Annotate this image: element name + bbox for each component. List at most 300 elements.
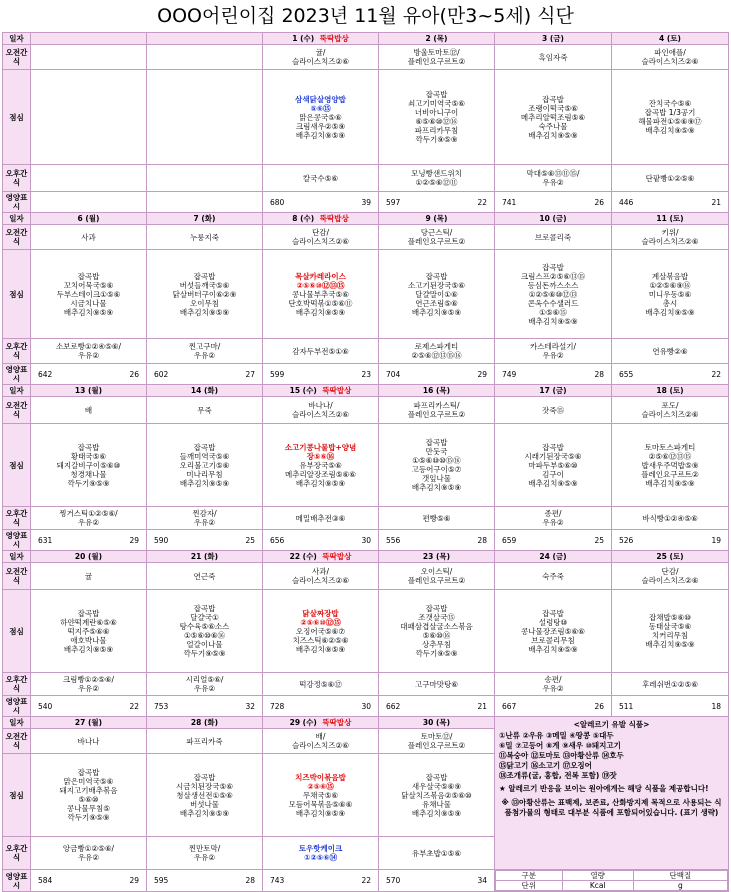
row-label-lunch: 점심 (3, 754, 31, 837)
snack-am-cell (379, 225, 495, 250)
snack-pm-cell (379, 507, 495, 530)
date-row (3, 551, 729, 563)
snack-pm-cell (263, 507, 379, 530)
menu-item: 잡곡밥 (425, 604, 448, 613)
nutrition-cell (495, 530, 612, 551)
menu-item: 슬라이스치즈②⑥ (292, 741, 349, 750)
menu-item: 앙금빵①②⑤⑥/ (62, 844, 115, 853)
menu-item: 달걀국① (190, 613, 219, 622)
nutrition-values (264, 370, 377, 379)
menu-item: 연유빵②⑥ (652, 346, 688, 356)
menu-item: 당근스틱/ (420, 228, 453, 237)
nutrition-cell (147, 870, 263, 892)
kcal-value: 511 (619, 701, 634, 711)
snack-pm-cell (612, 673, 729, 696)
menu-item: 시리얼⑤⑥/ (185, 675, 224, 684)
menu-item: 달걀말이①⑥ (415, 289, 458, 299)
menu-item: 등심돈까스소스 (527, 280, 579, 290)
menu-item: 잡곡밥 (425, 772, 448, 782)
snack-am-cell (612, 225, 729, 250)
protein-value: 26 (129, 369, 139, 379)
snack-am-cell (612, 397, 729, 424)
nutrition-values (148, 702, 261, 711)
menu-item: 귤 (84, 571, 93, 581)
date-cell (147, 213, 263, 225)
menu-item: 잡곡밥 (77, 608, 100, 618)
day-date: 28 (화) (190, 718, 219, 727)
nutrition-cell (263, 696, 379, 717)
snack-pm-cell (147, 507, 263, 530)
menu-item: 잡곡밥 (77, 442, 100, 452)
protein-value: 29 (129, 876, 139, 885)
menu-item: 배추김치⑨⑤⑨ (63, 644, 114, 654)
menu-item: 숙주나물 (538, 121, 568, 131)
special-menu-item: 삼색닭살영양밥 (295, 94, 346, 104)
snack-pm-cell (263, 165, 379, 192)
menu-item: 우유② (542, 684, 564, 693)
special-menu-item: 치즈박이볶음밥 (295, 772, 346, 782)
day-date: 1 (수) (292, 34, 315, 43)
kcal-value: 662 (386, 701, 401, 711)
row-label-lunch: 점심 (3, 70, 31, 165)
day-date: 16 (목) (422, 386, 451, 395)
nutrition-cell (612, 696, 729, 717)
row-label-am: 오전간식 (3, 563, 31, 590)
menu-item: 파인애플/ (654, 48, 686, 57)
pm-row (3, 507, 729, 530)
nutrition-cell (612, 192, 729, 213)
nutrition-values (264, 876, 377, 885)
date-cell (263, 717, 379, 729)
menu-item: 잡곡밥 (77, 271, 100, 281)
protein-value: 25 (245, 535, 255, 545)
kcal-value: 590 (154, 535, 169, 545)
menu-item: 대패삼겹살굴소스볶음 (400, 622, 473, 631)
snack-am-cell (147, 729, 263, 754)
menu-item: 숙주죽 (542, 571, 564, 581)
menu-item: 배추김치⑨⑤⑨ (295, 130, 346, 140)
date-cell (31, 385, 147, 397)
lunch-cell (147, 754, 263, 837)
menu-item: 조랭이떡국⑤⑥ (528, 103, 578, 113)
snack-am-cell (147, 563, 263, 590)
menu-item: 배/ (315, 732, 326, 741)
menu-item: 단호박떡볶①⑤⑥⑪ (288, 298, 353, 308)
nutrition-values (148, 536, 261, 545)
nutrition-row (3, 192, 729, 213)
menu-item: 배추김치⑨⑤⑨ (411, 307, 462, 317)
nutrition-values (613, 702, 727, 711)
nutrition-values (380, 702, 493, 711)
menu-item: 청살생선전①⑤⑥ (176, 790, 233, 800)
lunch-cell (147, 250, 263, 339)
menu-item: 유부초밥①⑤⑥ (411, 848, 462, 858)
menu-item: 떡강정⑤⑥⑫ (299, 679, 342, 689)
kcal-value: 602 (154, 369, 169, 379)
allergy-note-sulfite: ※ ⑬아황산류는 표백제, 보존료, 산화방지제 목적으로 사용되는 식품첨가물의 형태로 대부분 식품에 포함되어있습니다. (표기 생략) (501, 798, 722, 817)
menu-item: 배추김치⑨⑤⑨ (411, 483, 462, 492)
nutrition-cell (147, 696, 263, 717)
legend-units-cell: Kcal (562, 881, 633, 891)
nutrition-values (496, 702, 610, 711)
day-date: 30 (목) (422, 718, 451, 727)
menu-item: 우유② (77, 518, 100, 527)
kcal-value: 599 (270, 369, 285, 379)
menu-item: 브로콜리무침 (531, 635, 575, 645)
snack-am-cell (263, 563, 379, 590)
protein-value: 19 (711, 535, 721, 545)
menu-item: ①②⑤⑥⑫⑪ (415, 178, 458, 187)
menu-item: 배추김치⑨⑤⑨ (179, 808, 230, 818)
protein-value: 22 (711, 369, 721, 379)
row-label-am: 오전간식 (3, 729, 31, 754)
date-row (3, 385, 729, 397)
menu-item: 메추리알장조림⑤⑥⑥ (285, 469, 356, 479)
protein-value: 28 (245, 876, 255, 885)
menu-item: 잡곡밥 (193, 271, 216, 281)
menu-item: 너비아니구이 (414, 108, 459, 117)
nutrition-cell (263, 530, 379, 551)
day-date: 23 (목) (422, 552, 451, 561)
allergy-note: ★ 알레르기 반응을 보이는 원아에게는 해당 식품을 제공합니다! (499, 784, 709, 793)
menu-item: 모듬어묵볶음⑤⑥⑥ (288, 799, 353, 809)
date-row (3, 213, 729, 225)
menu-item: 바나나/ (308, 401, 333, 410)
menu-item: 갯잎나물 (422, 474, 451, 483)
protein-value: 28 (594, 369, 604, 379)
menu-item: 우유② (77, 351, 100, 360)
menu-item: ⑥⑤⑥⑩⑫⑯ (415, 117, 458, 126)
day-date: 7 (화) (193, 214, 216, 223)
menu-item: 배추김치⑨⑤⑨ (528, 478, 578, 488)
row-label-nutrition: 영양표시 (3, 364, 31, 385)
kcal-value: 446 (619, 197, 634, 207)
menu-item: 오이무침 (190, 298, 219, 308)
menu-item: 잡곡밥 (425, 438, 448, 447)
nutrition-cell (263, 192, 379, 213)
menu-item: 마파두부⑤⑥⑩ (528, 460, 578, 470)
menu-item: 슬라이스치즈②⑥ (641, 410, 699, 419)
date-cell (263, 33, 379, 45)
menu-item: 브로콜리죽 (534, 232, 572, 242)
protein-value: 22 (361, 876, 371, 885)
lunch-cell (612, 590, 729, 673)
menu-item: 메추리알떡조림⑤⑥ (520, 112, 586, 122)
menu-item: 하얀떡계란⑥⑤⑥ (60, 617, 117, 627)
kcal-value: 741 (502, 197, 517, 207)
row-label-lunch: 점심 (3, 590, 31, 673)
menu-item: 배추김치⑨⑤⑨ (295, 307, 346, 317)
snack-pm-cell (31, 339, 147, 364)
menu-item: 배추김치⑨⑤⑨ (528, 130, 578, 140)
snack-pm-cell (379, 837, 495, 870)
lunch-row (3, 70, 729, 165)
snack-pm-cell (495, 339, 612, 364)
row-label-pm: 오후간식 (3, 339, 31, 364)
nutrition-cell (379, 870, 495, 892)
menu-item: 포도/ (661, 401, 679, 410)
menu-item: 잡곡밥 1/3공기 (644, 108, 696, 117)
menu-item: 닭살치즈볶음②⑤⑥⑩ (401, 790, 472, 800)
menu-item: 고등어구이⑤⑦ (411, 465, 462, 474)
date-cell (147, 33, 263, 45)
snack-am-cell (495, 45, 612, 70)
day-date: 9 (목) (425, 214, 448, 223)
date-cell (263, 385, 379, 397)
menu-item: 우유② (542, 518, 564, 527)
menu-item: 잡채밥⑤⑥⑩ (649, 613, 691, 622)
lunch-cell (147, 70, 263, 165)
lunch-cell (31, 590, 147, 673)
special-day-tag: 뚝딱밥상 (319, 552, 352, 561)
date-cell (379, 33, 495, 45)
menu-item: ①⑤⑥⑮ (539, 307, 567, 317)
protein-value: 34 (477, 876, 487, 885)
special-day-tag: 뚝딱밥상 (317, 34, 349, 43)
protein-value: 29 (129, 535, 139, 545)
menu-item: ①②⑤⑥⑨⑯ (649, 280, 691, 290)
special-snack-item: 토우핫케이크 (298, 844, 343, 853)
menu-item: 감자두부전⑤①⑥ (292, 346, 349, 356)
nutrition-values (613, 198, 727, 207)
lunch-cell (263, 424, 379, 507)
nutrition-cell (379, 192, 495, 213)
am-row (3, 397, 729, 424)
menu-item: 잡곡밥 (542, 94, 564, 104)
menu-item: 치커리무침 (651, 631, 689, 640)
kcal-value: 728 (270, 701, 285, 711)
menu-item: 배추김치⑨⑤⑨ (645, 478, 695, 488)
menu-item: 맑은콩국⑤⑥ (299, 112, 342, 122)
menu-item: 플레인요구르트② (407, 576, 466, 585)
special-menu-item: 장⑤⑥⑯ (306, 451, 335, 461)
day-date: 11 (토) (656, 214, 684, 223)
menu-item: 새우살국⑤⑥⑨ (411, 781, 462, 791)
snack-am-cell (495, 563, 612, 590)
legend-units-cell: g (633, 881, 727, 891)
menu-item: 쇠고기미역국⑤⑥ (408, 99, 465, 108)
nutrition-values (148, 876, 261, 885)
menu-item: 슬라이스치즈②⑥ (292, 57, 349, 66)
snack-am-cell (495, 397, 612, 424)
lunch-cell (379, 424, 495, 507)
snack-pm-cell (379, 165, 495, 192)
menu-item: 배추김치⑨⑤⑨ (645, 126, 695, 135)
menu-item: 애호박나물 (70, 635, 107, 645)
protein-value: 27 (245, 369, 255, 379)
kcal-value: 570 (386, 876, 401, 885)
allergy-line: ①난류 ②우유 ③메밀 ④땅콩 ⑤대두 (499, 731, 614, 740)
menu-item: 치즈스틱⑥②⑤⑥ (292, 635, 349, 645)
nutrition-cell (612, 364, 729, 385)
menu-item: 잡곡밥 (425, 90, 448, 99)
menu-item: 들깨미역국⑤⑥ (179, 451, 230, 461)
menu-item: 버섯나물 (190, 799, 219, 809)
snack-pm-cell (31, 837, 147, 870)
special-menu-item: 소고기콩나물밥+양념 (284, 442, 357, 452)
special-menu-item: ②⑤⑥⑮ (307, 781, 334, 791)
date-cell (31, 551, 147, 563)
special-menu-item: ⑤⑥⑮ (310, 103, 331, 113)
snack-pm-cell (147, 339, 263, 364)
snack-am-cell (31, 397, 147, 424)
lunch-cell (31, 250, 147, 339)
day-date: 22 (수) (289, 552, 317, 561)
day-date: 25 (토) (656, 552, 684, 561)
row-label-pm: 오후간식 (3, 673, 31, 696)
nutrition-values (32, 876, 145, 885)
menu-item: 찐만토막/ (188, 844, 221, 853)
menu-item: 토마토⑫/ (420, 732, 453, 741)
snack-am-cell (31, 729, 147, 754)
menu-item: 우유② (193, 351, 216, 360)
menu-item: 연근조림⑤⑥ (415, 298, 458, 308)
nutrition-cell (263, 870, 379, 892)
lunch-cell (379, 590, 495, 673)
menu-item: 깍두기⑨⑤⑨ (67, 478, 110, 488)
menu-item: 소보로빵①②④⑤⑥/ (55, 342, 122, 351)
menu-item: 꼬치어묵국⑤⑥ (63, 280, 114, 290)
protein-value: 30 (361, 535, 371, 545)
menu-item: 단감/ (311, 228, 330, 237)
kcal-value: 642 (38, 369, 53, 379)
menu-item: 설렁탕⑩ (538, 617, 568, 627)
special-day-tag: 뚝딱밥상 (319, 718, 352, 727)
lunch-cell (379, 754, 495, 837)
menu-item: 콩나물부추국⑤⑥ (292, 289, 349, 299)
nutrition-values (380, 198, 493, 207)
snack-pm-cell (31, 673, 147, 696)
day-date: 2 (목) (425, 34, 448, 43)
menu-item: 메밀배추전③⑥ (295, 513, 346, 523)
nutrition-values (496, 536, 610, 545)
day-date: 13 (월) (74, 386, 103, 395)
menu-item: 잡곡밥 (542, 608, 564, 618)
row-label-nutrition: 영양표시 (3, 696, 31, 717)
day-date: 21 (화) (190, 552, 219, 561)
menu-item: 슬라이스치즈②⑥ (292, 237, 349, 246)
snack-pm-cell (263, 837, 379, 870)
nutrition-cell (379, 530, 495, 551)
menu-item: 배추김치⑨⑤⑨ (528, 316, 578, 326)
protein-value: 29 (477, 369, 487, 379)
special-day-tag: 뚝딱밥상 (319, 386, 352, 395)
kcal-value: 753 (154, 701, 169, 711)
menu-item: 찐고구마/ (188, 342, 221, 351)
menu-item: ⑤⑥⑩ (78, 795, 99, 804)
snack-am-cell (147, 45, 263, 70)
nutrition-values (264, 702, 377, 711)
protein-value: 39 (361, 197, 371, 207)
row-label-pm: 오후간식 (3, 837, 31, 870)
protein-value: 23 (361, 369, 371, 379)
menu-item: 배추김치⑨⑤⑨ (295, 808, 346, 818)
snack-am-cell (379, 563, 495, 590)
lunch-cell (31, 754, 147, 837)
special-day-tag: 뚝딱밥상 (317, 214, 349, 223)
menu-item: 깍두기⑨⑤⑨ (67, 813, 110, 822)
menu-item: 파프리카무침 (414, 126, 459, 135)
menu-item: 우유② (193, 518, 216, 527)
snack-am-cell (147, 397, 263, 424)
menu-item: 시래기된장국⑤⑥ (524, 451, 582, 461)
nutrition-cell (31, 192, 147, 213)
menu-item: 버섯들깨국⑤⑥ (179, 280, 230, 290)
menu-item: 깍두기⑨⑤⑨ (415, 649, 458, 658)
date-cell (612, 551, 729, 563)
date-cell (147, 551, 263, 563)
snack-pm-cell (495, 673, 612, 696)
special-menu-item: ②⑤⑥⑩⑫⑬⑮ (296, 280, 345, 290)
protein-value: 30 (361, 701, 371, 711)
row-label-date: 일자 (3, 33, 31, 45)
menu-item: 고구마맛탕⑥ (415, 679, 458, 689)
special-menu-item: ②⑤⑥⑩⑫⑮ (300, 617, 341, 627)
nutrition-legend-table (495, 870, 728, 891)
menu-item: 닭살버터구이⑥②⑨ (172, 289, 237, 299)
lunch-cell (31, 70, 147, 165)
menu-item: 사과/ (311, 567, 330, 576)
snack-pm-cell (379, 673, 495, 696)
nutrition-row (3, 530, 729, 551)
nutrition-cell (31, 696, 147, 717)
day-date: 27 (월) (74, 718, 103, 727)
page-title: OOO어린이집 2023년 11월 유아(만3~5세) 식단 (157, 5, 574, 27)
nutrition-cell (31, 530, 147, 551)
nutrition-values (32, 702, 145, 711)
protein-value: 18 (711, 701, 721, 711)
menu-item: 콩나물무침⑤ (67, 804, 110, 813)
day-date: 17 (금) (539, 386, 567, 395)
nutrition-legend (495, 870, 729, 892)
menu-item: 오리불고기⑤⑥ (179, 460, 230, 470)
menu-item: ①②⑤⑥⑩⑫⑬ (528, 289, 578, 299)
snack-am-cell (263, 225, 379, 250)
menu-item: 청경채나물 (70, 469, 107, 479)
menu-item: 만둣국 (425, 447, 448, 456)
snack-am-cell (31, 45, 147, 70)
lunch-cell (379, 250, 495, 339)
date-cell (495, 33, 612, 45)
date-cell (379, 551, 495, 563)
row-label-am: 오전간식 (3, 225, 31, 250)
date-cell (612, 213, 729, 225)
menu-item: 오징어국⑤⑥⑦ (295, 626, 346, 636)
lunch-cell (379, 70, 495, 165)
pm-row (3, 339, 729, 364)
menu-item: 배추김치⑨⑤⑨ (179, 478, 230, 488)
kcal-value: 526 (619, 535, 634, 545)
menu-item: 조갯살국⑮ (418, 613, 455, 622)
menu-item: 크림빵①②⑤⑥/ (62, 675, 115, 684)
menu-item: 배추김치⑨⑤⑨ (295, 478, 346, 488)
menu-item: 배추김치⑨⑤⑨ (645, 307, 695, 317)
menu-item: 누룽지죽 (190, 232, 219, 242)
menu-item: 계살볶음밥 (651, 271, 689, 281)
menu-item: 키위/ (661, 228, 679, 237)
menu-item: 편빵⑤⑥ (422, 513, 451, 523)
snack-am-cell (379, 729, 495, 754)
nutrition-cell (147, 364, 263, 385)
day-date: 20 (월) (74, 552, 103, 561)
date-cell (147, 717, 263, 729)
menu-item: 잡곡밥 (77, 768, 100, 777)
menu-item: 우유② (542, 178, 564, 187)
nutrition-cell (31, 870, 147, 892)
protein-value: 22 (129, 701, 139, 711)
allergy-info-box (495, 717, 729, 870)
row-label-am: 오전간식 (3, 397, 31, 424)
